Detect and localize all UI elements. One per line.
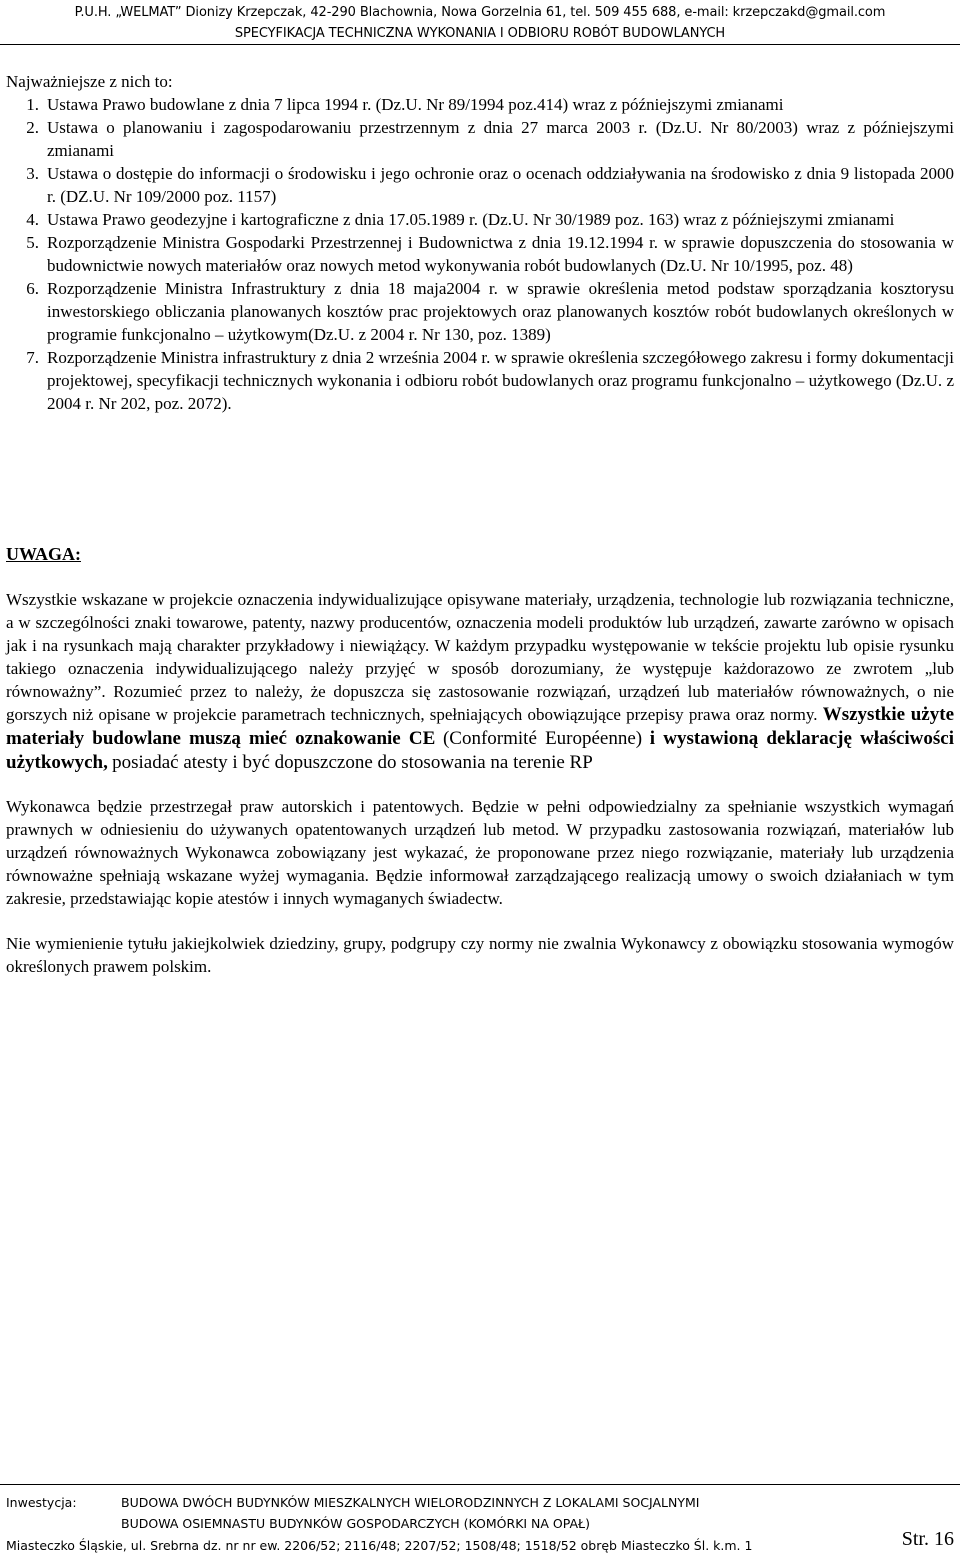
note-text: Wszystkie wskazane w projekcie oznaczenia indywidualizujące opisywane materiały, urządzenia, technologie lub rozwiązania techniczne, a w szczególności znaki towarowe, patenty, nazwy producentów, oznaczenia modeli produktów lub urządzeń, zawarte zarówno w opisach jak i na rysunkach mają charakter przykładowy i niewiążący. W każdym przypadku występowanie w tekście projektu lub opisie rysunku takiego oznaczenia indywidualizującego należy przyjęć w sposób dorozumiany, że występuje każdorazowo ze zwrotem „lub równoważny”. Rozumieć przez to należy, że dopuszcza się zastosowanie rozwiązań, urządzeń lub materiałów równoważnych, o nie gorszych niż opisane w projekcie parametrach technicznych, spełniających obowiązujące przepisy prawa oraz normy.: [6, 590, 954, 724]
page-number: Str. 16: [901, 1528, 954, 1550]
footer-divider: [0, 1484, 960, 1485]
legal-acts-list: [6, 93, 954, 415]
list-item-number: 1.: [26, 95, 39, 114]
list-item-text: Ustawa Prawo budowlane z dnia 7 lipca 1994 r. (Dz.U. Nr 89/1994 poz.414) wraz z późniejszymi zmianami: [47, 95, 784, 114]
page-footer: [6, 1492, 954, 1553]
note-ce-emphasis: Wszystkie użyte materiały budowlane muszą mieć oznakowanie CE: [6, 704, 955, 749]
note-tail: posiadać atesty i być dopuszczone do stosowania na terenie RP: [112, 752, 593, 773]
header-divider: [0, 44, 960, 45]
page-header: [0, 0, 960, 44]
footer-investment-line-1: BUDOWA DWÓCH BUDYNKÓW MIESZKALNYCH WIELORODZINNYCH Z LOKALAMI SOCJALNYMI: [121, 1495, 700, 1510]
note-ce-expansion: (Conformité Européenne): [442, 728, 643, 749]
note-paragraph: [6, 588, 954, 775]
list-item-text: Ustawa o dostępie do informacji o środowisku i jego ochronie oraz o ocenach oddziaływania na środowisko z dnia 9 listopada 2000 r. (DZ.U. Nr 109/2000 poz. 1157): [47, 164, 954, 206]
intro-text: Najważniejsze z nich to:: [6, 72, 173, 91]
list-item-text: Ustawa Prawo geodezyjne i kartograficzne z dnia 17.05.1989 r. (Dz.U. Nr 30/1989 poz. 163) wraz z późniejszymi zmianami: [47, 210, 895, 229]
footer-address: Miasteczko Śląskie, ul. Srebrna dz. nr nr ew. 2206/52; 2116/48; 2207/52; 1508/48; 1518/52 obręb Miasteczko Śl. k.m. 1: [6, 1538, 753, 1553]
list-item: [6, 93, 954, 116]
document-body: [6, 70, 954, 978]
list-item-number: 6.: [26, 279, 39, 298]
list-item: [6, 208, 954, 231]
list-item-number: 3.: [26, 164, 39, 183]
list-item-number: 2.: [26, 118, 39, 137]
list-item: [6, 346, 954, 415]
list-item: [6, 231, 954, 277]
contractor-paragraph: Wykonawca będzie przestrzegał praw autorskich i patentowych. Będzie w pełni odpowiedzialny za spełnianie wszystkich wymagań prawnych w odniesieniu do używanych opatentowanych urządzeń lub metod. W przypadku zastosowania rozwiązań, materiałów lub urządzeń równoważnych Wykonawca zobowiązany jest wykazać, że proponowane przez niego rozwiązanie, materiały lub urządzenia równoważne spełniają wskazane wyżej wymagania. Będzie informował zarządzającego realizacją umowy o swoich działaniach w tym zakresie, przedstawiając kopie atestów i innych wymaganych świadectw.: [6, 797, 954, 908]
list-item: [6, 116, 954, 162]
list-item-text: Rozporządzenie Ministra Gospodarki Przestrzennej i Budownictwa z dnia 19.12.1994 r. w sprawie dopuszczenia do stosowania w budownictwie nowych materiałów oraz nowych metod wykonywania robót budowlanych (Dz.U. Nr 10/1995, poz. 48): [47, 233, 954, 275]
footer-investment-label: Inwestycja:: [6, 1495, 77, 1510]
header-document-title: SPECYFIKACJA TECHNICZNA WYKONANIA I ODBIORU ROBÓT BUDOWLANYCH: [234, 26, 726, 41]
list-item: [6, 162, 954, 208]
footer-row-1: [6, 1492, 954, 1513]
note-declaration-emphasis: i wystawioną deklarację właściwości użytkowych,: [6, 728, 955, 773]
list-item: [6, 277, 954, 346]
norms-paragraph: Nie wymienienie tytułu jakiejkolwiek dziedziny, grupy, podgrupy czy normy nie zwalnia Wykonawcy z obowiązku stosowania wymogów określonych prawem polskim.: [6, 934, 954, 976]
list-item-number: 5.: [26, 233, 39, 252]
footer-row-2: [6, 1513, 954, 1534]
footer-investment-line-2: BUDOWA OSIEMNASTU BUDYNKÓW GOSPODARCZYCH (KOMÓRKI NA OPAŁ): [121, 1516, 590, 1531]
footer-spacer: [6, 1513, 121, 1534]
note-heading: UWAGA:: [6, 544, 81, 564]
list-item-number: 4.: [26, 210, 39, 229]
list-item-text: Rozporządzenie Ministra infrastruktury z dnia 2 września 2004 r. w sprawie określenia szczegółowego zakresu i formy dokumentacji projektowej, specyfikacji technicznych wykonania i odbioru robót budowlanych oraz programu funkcjonalno – użytkowego (Dz.U. z 2004 r. Nr 202, poz. 2072).: [47, 348, 954, 413]
list-item-text: Ustawa o planowaniu i zagospodarowaniu przestrzennym z dnia 27 marca 2003 r. (Dz.U. Nr 80/2003) wraz z późniejszymi zmianami: [47, 118, 954, 160]
list-item-text: Rozporządzenie Ministra Infrastruktury z dnia 18 maja2004 r. w sprawie określenia metod podstaw sporządzania kosztorysu inwestorskiego obliczania planowanych kosztów prac projektowych oraz planowanych kosztów robót budowlanych określonych w programie funkcjonalno – użytkowym(Dz.U. z 2004 r. Nr 130, poz. 1389): [47, 279, 954, 344]
list-item-number: 7.: [26, 348, 39, 367]
header-company-line: P.U.H. „WELMAT” Dionizy Krzepczak, 42-290 Blachownia, Nowa Gorzelnia 61, tel. 509 455 688, e-mail: krzepczakd@gmail.com: [74, 5, 886, 20]
